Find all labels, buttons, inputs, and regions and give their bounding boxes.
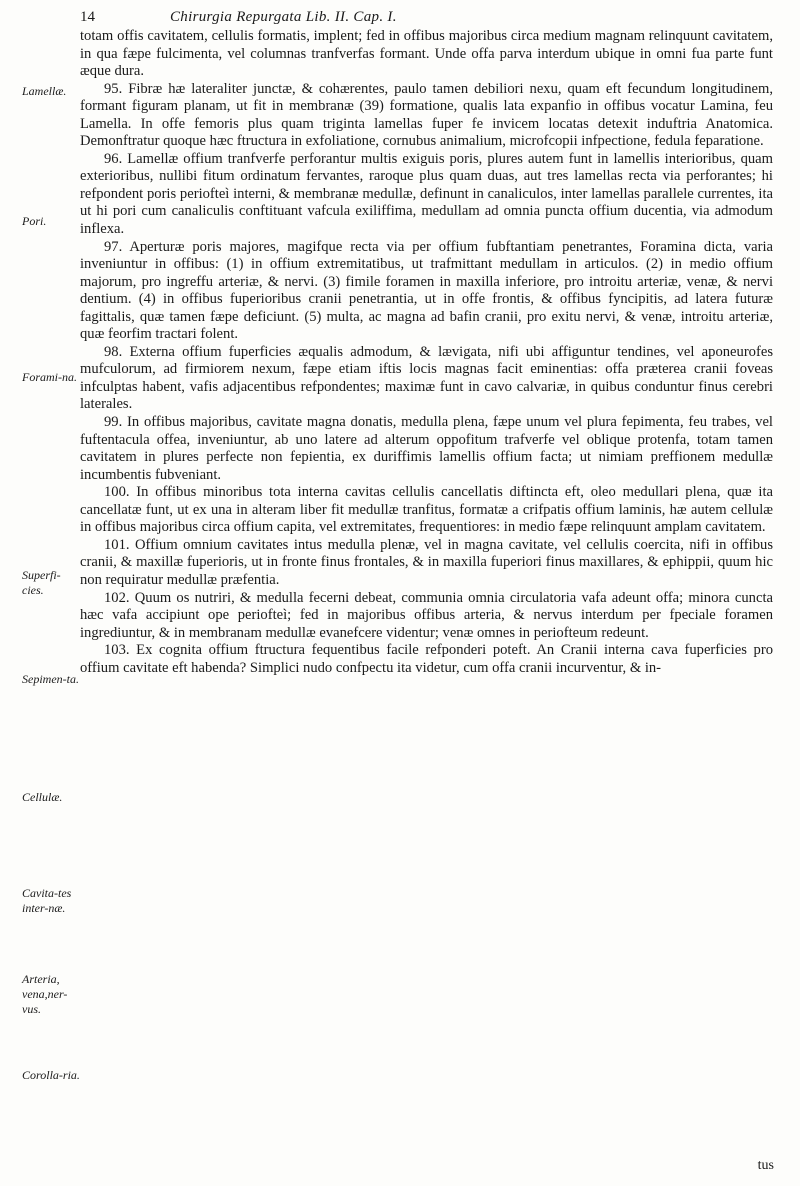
body-text	[80, 28, 773, 677]
paragraph-96: 96. Lamellæ offium tranfverfe perforantur multis exiguis poris, plures autem funt in lamellis interioribus, quam exterioribus, nullibi fitum ordinatum fervantes, raroque plus quam duas, aut tres lamellas recta via perforantes; hi refpondent poris periofteì interni, & membranæ medullæ, definunt in canaliculos, inter lamellas parallele currentes, ita ut hi pori cum canaliculis conftituant vafcula exiliffima, medullam ad omnia puncta offium ducentia, via admodum inflexa.	[80, 150, 773, 238]
paragraph-95: 95. Fibræ hæ lateraliter junctæ, & cohærentes, paulo tamen debiliori nexu, quam eft fecundum longitudinem, formant figuram planam, ut fit in membranæ (39) formatione, qualis lata expanfio in offibus vocatur Lamina, feu Lamella. In offe femoris plus quam triginta lamellas fuper fe invicem locatas detexit induftria Anatomica. Demonftratur quoque hæc ftructura in exfoliatione, cornubus animalium, microfcopii infpectione, fedula feparatione.	[80, 80, 773, 150]
margin-note-foramina: Forami-na.	[22, 370, 77, 384]
margin-note-arteria: Arteria, vena,ner-vus.	[22, 972, 68, 1016]
margin-note-pori: Pori.	[22, 214, 47, 228]
running-title: Chirurgia Repurgata Lib. II. Cap. I.	[170, 9, 397, 25]
catchword: tus	[757, 1158, 774, 1173]
paragraph-101: 101. Offium omnium cavitates intus medulla plenæ, vel in magna cavitate, vel cellulis coercita, nifi in offibus cranii, & maxillæ fuperioris, ut in fronte finus frontales, & in maxilla fuperiori finus maxillares, & ephippii, quum hic non requiratur medullæ præfentia.	[80, 536, 773, 588]
paragraph-100: 100. In offibus minoribus tota interna cavitas cellulis cancellatis diftincta eft, oleo medullari plena, quæ ita cancellatæ funt, ut ex una in alteram liber fit medullæ tranfitus, formatæ a crifpatis offium laminis, hæ autem cellulæ in offibus majoribus circa offium capita, vel extremitates, frequentiores: in medio fæpe relinquunt amplam cavitatem.	[80, 484, 773, 536]
paragraph-103: 103. Ex cognita offium ftructura fequentibus facile refponderi poteft. An Cranii interna cava fuperficies pro offium cavitate eft habenda? Simplici nudo confpectu ita videtur, cum offa cranii incurventur, & in-	[80, 642, 773, 676]
paragraph-97: 97. Aperturæ poris majores, magifque recta via per offium fubftantiam penetrantes, Foramina dicta, varia inveniuntur in offibus: (1) in offium extremitatibus, ut trafmittant medullam in articulos. (2) in medio offium majorum, pro ingreffu arteriæ, & nervi. (3) fimile foramen in maxilla inferiore, pro introitu arteriæ, venæ, & nervi dentium. (4) in offibus fuperioribus cranii penetrantia, ut in offe frontis, & offibus fyncipitis, ad latera futuræ fagittalis, quæ tamen fæpe deficiunt. (5) multa, ac magna ad bafin cranii, pro exitu nervi, & venæ, introitu arteriæ, quæ feorfim tractari folent.	[80, 238, 773, 343]
paragraph-98: 98. Externa offium fuperficies æqualis admodum, & lævigata, nifi ubi affiguntur tendines, vel aponeurofes mufculorum, ad firmiorem nexum, fæpe etiam iftis locis magnas facit eminentias: offa præterea cranii foveas infculptas habent, vafis adjacentibus refpondentes; maximæ funt in cavo calvariæ, in quibus conduntur finus cerebri laterales.	[80, 343, 773, 413]
margin-note-cellulae: Cellulæ.	[22, 790, 63, 804]
paragraph-intro: totam offis cavitatem, cellulis formatis, implent; fed in offibus majoribus circa medium magnam relinquunt cavitatem, in qua fæpe fulcimenta, vel columnas tranfverfas formant. Unde offa parva interdum ubique in omni fua parte funt æque dura.	[80, 28, 773, 80]
paragraph-99: 99. In offibus majoribus, cavitate magna donatis, medulla plena, fæpe unum vel plura fepimenta, feu trabes, vel fuftentacula offea, inveniuntur, ab uno latere ad alterum oppofitum trafverfe vel oblique protenfa, totam tamen cavitatem in plures perfecte non fepientia, ex duriffimis lamellis offium facta; ut nimiam preffionem medullæ incumbentis fubveniant.	[80, 414, 773, 483]
margin-note-corollaria: Corolla-ria.	[22, 1068, 80, 1082]
page-header	[80, 6, 770, 28]
margin-note-cavitates: Cavita-tes inter-næ.	[22, 886, 72, 915]
margin-note-sepimenta: Sepimen-ta.	[22, 672, 79, 686]
page-number: 14	[80, 9, 95, 25]
margin-note-superficies: Superfi-cies.	[22, 568, 61, 597]
margin-note-lamellae: Lamellæ.	[22, 84, 67, 98]
paragraph-102: 102. Quum os nutriri, & medulla fecerni debeat, communia omnia circulatoria vafa adeunt offa; minora cuncta hæc vafa accipiunt ope periofteì; fed in majoribus offibus arteria, & nervus interdum per fpeciale foramen ingrediuntur, & in membranam medullæ evanefcere videntur; venæ omnes in periofteum redeunt.	[80, 589, 773, 641]
